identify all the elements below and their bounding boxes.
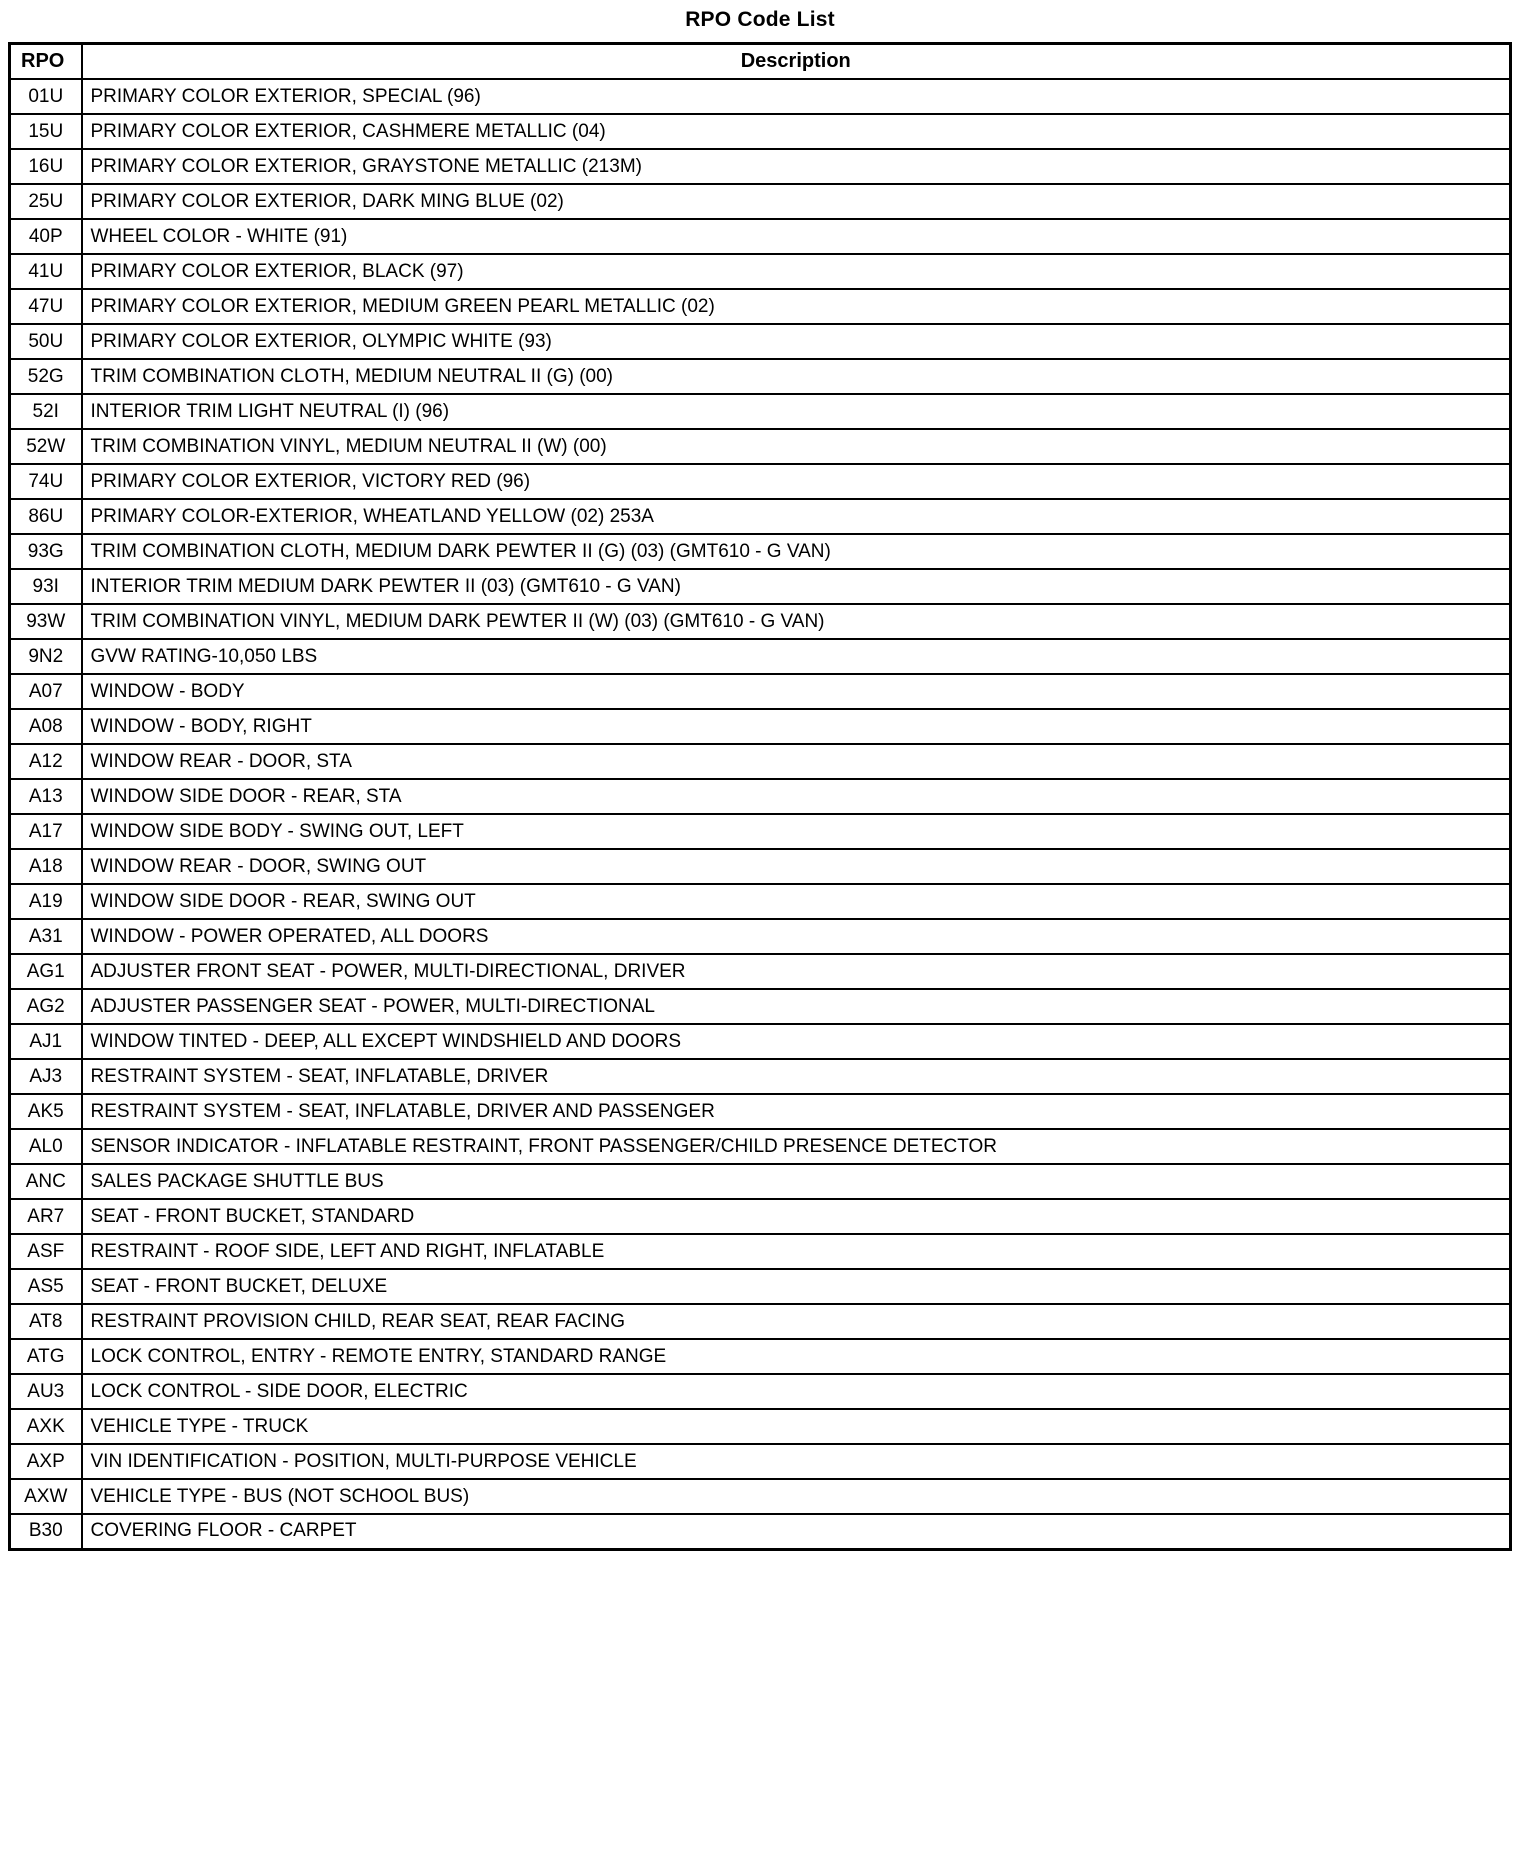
rpo-code-cell: AK5 bbox=[10, 1094, 82, 1129]
description-cell: PRIMARY COLOR EXTERIOR, BLACK (97) bbox=[82, 254, 1511, 289]
table-row bbox=[10, 884, 1511, 919]
description-cell: GVW RATING-10,050 LBS bbox=[82, 639, 1511, 674]
description-cell: SEAT - FRONT BUCKET, STANDARD bbox=[82, 1199, 1511, 1234]
rpo-code-cell: 93I bbox=[10, 569, 82, 604]
description-cell: WINDOW REAR - DOOR, SWING OUT bbox=[82, 849, 1511, 884]
rpo-code-cell: A17 bbox=[10, 814, 82, 849]
rpo-code-cell: A31 bbox=[10, 919, 82, 954]
description-cell: PRIMARY COLOR EXTERIOR, CASHMERE METALLIC (04) bbox=[82, 114, 1511, 149]
rpo-code-cell: AU3 bbox=[10, 1374, 82, 1409]
table-row bbox=[10, 429, 1511, 464]
description-cell: ADJUSTER PASSENGER SEAT - POWER, MULTI-DIRECTIONAL bbox=[82, 989, 1511, 1024]
table-row bbox=[10, 1444, 1511, 1479]
description-cell: SENSOR INDICATOR - INFLATABLE RESTRAINT, FRONT PASSENGER/CHILD PRESENCE DETECTOR bbox=[82, 1129, 1511, 1164]
rpo-code-cell: 16U bbox=[10, 149, 82, 184]
description-cell: SALES PACKAGE SHUTTLE BUS bbox=[82, 1164, 1511, 1199]
rpo-code-cell: 9N2 bbox=[10, 639, 82, 674]
description-column-header: Description bbox=[82, 44, 1511, 80]
table-row bbox=[10, 1269, 1511, 1304]
rpo-code-cell: AJ1 bbox=[10, 1024, 82, 1059]
table-row bbox=[10, 1024, 1511, 1059]
rpo-code-cell: 01U bbox=[10, 79, 82, 114]
table-row bbox=[10, 604, 1511, 639]
table-row bbox=[10, 289, 1511, 324]
description-cell: PRIMARY COLOR EXTERIOR, MEDIUM GREEN PEARL METALLIC (02) bbox=[82, 289, 1511, 324]
rpo-code-cell: 93W bbox=[10, 604, 82, 639]
description-cell: COVERING FLOOR - CARPET bbox=[82, 1514, 1511, 1549]
rpo-code-cell: 52I bbox=[10, 394, 82, 429]
table-row bbox=[10, 254, 1511, 289]
description-cell: TRIM COMBINATION CLOTH, MEDIUM DARK PEWTER II (G) (03) (GMT610 - G VAN) bbox=[82, 534, 1511, 569]
rpo-code-cell: ASF bbox=[10, 1234, 82, 1269]
table-row bbox=[10, 1059, 1511, 1094]
rpo-code-cell: A19 bbox=[10, 884, 82, 919]
table-row bbox=[10, 499, 1511, 534]
rpo-code-cell: 50U bbox=[10, 324, 82, 359]
table-row bbox=[10, 814, 1511, 849]
description-cell: WINDOW TINTED - DEEP, ALL EXCEPT WINDSHIELD AND DOORS bbox=[82, 1024, 1511, 1059]
description-cell: PRIMARY COLOR-EXTERIOR, WHEATLAND YELLOW (02) 253A bbox=[82, 499, 1511, 534]
rpo-code-cell: 93G bbox=[10, 534, 82, 569]
table-row bbox=[10, 324, 1511, 359]
description-cell: VEHICLE TYPE - BUS (NOT SCHOOL BUS) bbox=[82, 1479, 1511, 1514]
description-cell: INTERIOR TRIM MEDIUM DARK PEWTER II (03) (GMT610 - G VAN) bbox=[82, 569, 1511, 604]
description-cell: RESTRAINT - ROOF SIDE, LEFT AND RIGHT, INFLATABLE bbox=[82, 1234, 1511, 1269]
rpo-code-cell: AXK bbox=[10, 1409, 82, 1444]
rpo-code-cell: A08 bbox=[10, 709, 82, 744]
rpo-code-cell: 47U bbox=[10, 289, 82, 324]
rpo-code-cell: AL0 bbox=[10, 1129, 82, 1164]
rpo-code-cell: AS5 bbox=[10, 1269, 82, 1304]
description-cell: RESTRAINT PROVISION CHILD, REAR SEAT, REAR FACING bbox=[82, 1304, 1511, 1339]
table-body bbox=[10, 79, 1511, 1549]
rpo-code-cell: A07 bbox=[10, 674, 82, 709]
description-cell: PRIMARY COLOR EXTERIOR, VICTORY RED (96) bbox=[82, 464, 1511, 499]
rpo-code-cell: AJ3 bbox=[10, 1059, 82, 1094]
description-cell: LOCK CONTROL, ENTRY - REMOTE ENTRY, STANDARD RANGE bbox=[82, 1339, 1511, 1374]
table-row bbox=[10, 1479, 1511, 1514]
description-cell: TRIM COMBINATION VINYL, MEDIUM DARK PEWTER II (W) (03) (GMT610 - G VAN) bbox=[82, 604, 1511, 639]
table-row bbox=[10, 184, 1511, 219]
rpo-code-cell: AG1 bbox=[10, 954, 82, 989]
description-cell: WINDOW SIDE BODY - SWING OUT, LEFT bbox=[82, 814, 1511, 849]
table-row bbox=[10, 79, 1511, 114]
rpo-code-cell: 52G bbox=[10, 359, 82, 394]
description-cell: WINDOW - BODY, RIGHT bbox=[82, 709, 1511, 744]
rpo-code-cell: 86U bbox=[10, 499, 82, 534]
description-cell: VEHICLE TYPE - TRUCK bbox=[82, 1409, 1511, 1444]
table-row bbox=[10, 1199, 1511, 1234]
table-row bbox=[10, 639, 1511, 674]
table-row bbox=[10, 1164, 1511, 1199]
rpo-column-header: RPO bbox=[10, 44, 82, 80]
table-row bbox=[10, 219, 1511, 254]
table-row bbox=[10, 1304, 1511, 1339]
table-header-row bbox=[10, 44, 1511, 80]
table-row bbox=[10, 114, 1511, 149]
table-row bbox=[10, 1514, 1511, 1549]
table-row bbox=[10, 1129, 1511, 1164]
rpo-code-cell: 40P bbox=[10, 219, 82, 254]
rpo-code-cell: 15U bbox=[10, 114, 82, 149]
description-cell: TRIM COMBINATION VINYL, MEDIUM NEUTRAL II (W) (00) bbox=[82, 429, 1511, 464]
rpo-code-cell: 74U bbox=[10, 464, 82, 499]
rpo-code-cell: A13 bbox=[10, 779, 82, 814]
table-row bbox=[10, 359, 1511, 394]
table-row bbox=[10, 919, 1511, 954]
page-title: RPO Code List bbox=[685, 8, 835, 31]
table-row bbox=[10, 744, 1511, 779]
table-row bbox=[10, 989, 1511, 1024]
rpo-code-cell: A18 bbox=[10, 849, 82, 884]
rpo-code-cell: 41U bbox=[10, 254, 82, 289]
table-row bbox=[10, 1339, 1511, 1374]
description-cell: RESTRAINT SYSTEM - SEAT, INFLATABLE, DRIVER AND PASSENGER bbox=[82, 1094, 1511, 1129]
rpo-code-cell: AG2 bbox=[10, 989, 82, 1024]
description-cell: WHEEL COLOR - WHITE (91) bbox=[82, 219, 1511, 254]
table-row bbox=[10, 674, 1511, 709]
description-cell: PRIMARY COLOR EXTERIOR, GRAYSTONE METALLIC (213M) bbox=[82, 149, 1511, 184]
description-cell: PRIMARY COLOR EXTERIOR, SPECIAL (96) bbox=[82, 79, 1511, 114]
description-cell: VIN IDENTIFICATION - POSITION, MULTI-PURPOSE VEHICLE bbox=[82, 1444, 1511, 1479]
table-row bbox=[10, 569, 1511, 604]
description-cell: RESTRAINT SYSTEM - SEAT, INFLATABLE, DRIVER bbox=[82, 1059, 1511, 1094]
table-row bbox=[10, 394, 1511, 429]
table-row bbox=[10, 849, 1511, 884]
rpo-code-cell: A12 bbox=[10, 744, 82, 779]
rpo-code-table bbox=[8, 42, 1512, 1551]
description-cell: TRIM COMBINATION CLOTH, MEDIUM NEUTRAL II (G) (00) bbox=[82, 359, 1511, 394]
rpo-code-cell: B30 bbox=[10, 1514, 82, 1549]
table-row bbox=[10, 779, 1511, 814]
description-cell: WINDOW SIDE DOOR - REAR, STA bbox=[82, 779, 1511, 814]
rpo-code-cell: ANC bbox=[10, 1164, 82, 1199]
table-row bbox=[10, 954, 1511, 989]
table-row bbox=[10, 1409, 1511, 1444]
table-row bbox=[10, 709, 1511, 744]
description-cell: ADJUSTER FRONT SEAT - POWER, MULTI-DIRECTIONAL, DRIVER bbox=[82, 954, 1511, 989]
rpo-code-cell: ATG bbox=[10, 1339, 82, 1374]
table-row bbox=[10, 464, 1511, 499]
table-row bbox=[10, 149, 1511, 184]
table-row bbox=[10, 534, 1511, 569]
table-row bbox=[10, 1374, 1511, 1409]
rpo-code-cell: AXP bbox=[10, 1444, 82, 1479]
description-cell: INTERIOR TRIM LIGHT NEUTRAL (I) (96) bbox=[82, 394, 1511, 429]
description-cell: PRIMARY COLOR EXTERIOR, OLYMPIC WHITE (93) bbox=[82, 324, 1511, 359]
description-cell: PRIMARY COLOR EXTERIOR, DARK MING BLUE (02) bbox=[82, 184, 1511, 219]
description-cell: SEAT - FRONT BUCKET, DELUXE bbox=[82, 1269, 1511, 1304]
rpo-code-cell: 25U bbox=[10, 184, 82, 219]
rpo-code-cell: AR7 bbox=[10, 1199, 82, 1234]
description-cell: WINDOW - POWER OPERATED, ALL DOORS bbox=[82, 919, 1511, 954]
rpo-code-cell: 52W bbox=[10, 429, 82, 464]
rpo-code-cell: AT8 bbox=[10, 1304, 82, 1339]
table-row bbox=[10, 1094, 1511, 1129]
description-cell: WINDOW - BODY bbox=[82, 674, 1511, 709]
table-row bbox=[10, 1234, 1511, 1269]
description-cell: WINDOW SIDE DOOR - REAR, SWING OUT bbox=[82, 884, 1511, 919]
rpo-code-cell: AXW bbox=[10, 1479, 82, 1514]
description-cell: WINDOW REAR - DOOR, STA bbox=[82, 744, 1511, 779]
description-cell: LOCK CONTROL - SIDE DOOR, ELECTRIC bbox=[82, 1374, 1511, 1409]
